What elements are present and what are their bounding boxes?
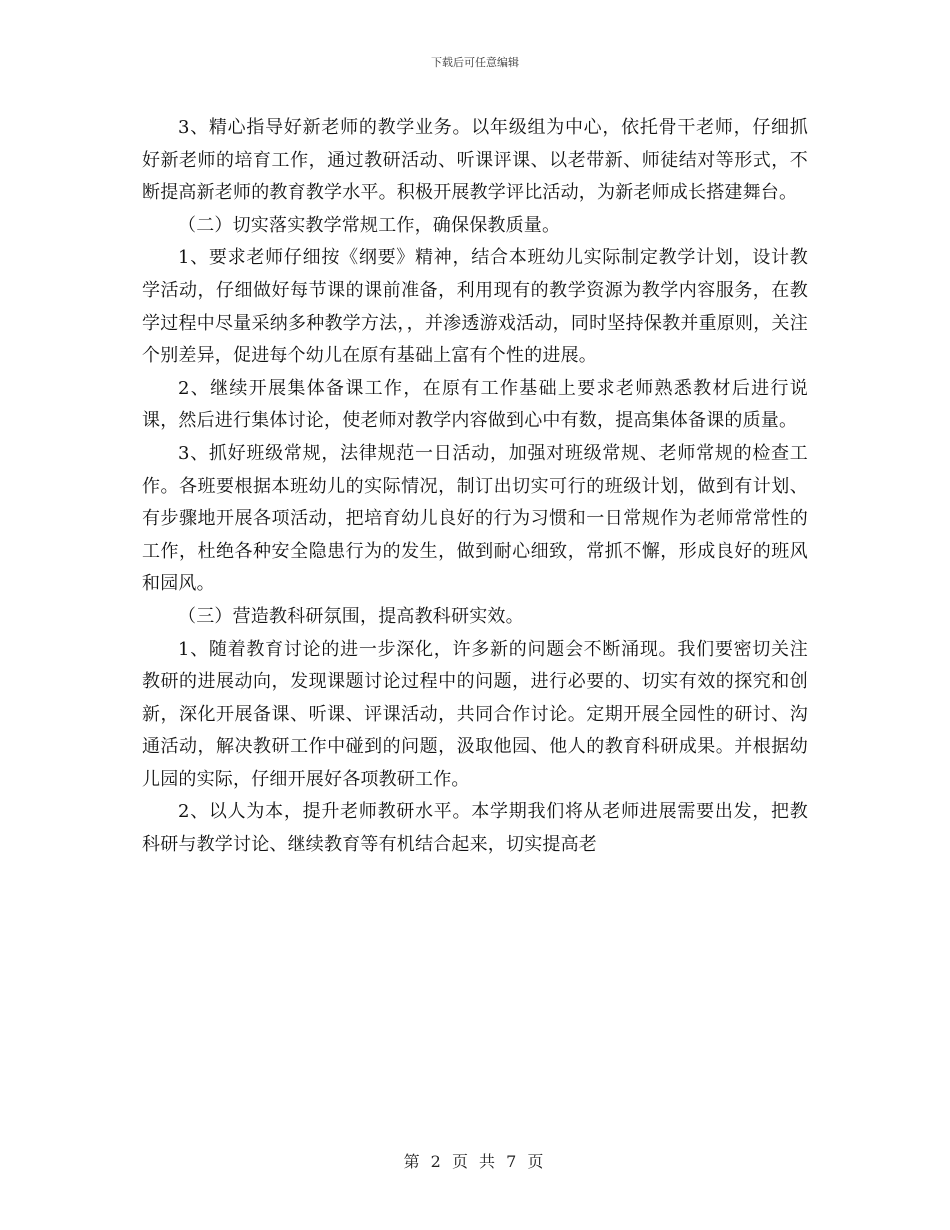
page-header: 下载后可任意编辑 (431, 56, 519, 69)
section-heading-3: （三）营造教科研氛围，提高教科研实效。 (178, 605, 524, 627)
paragraph-1: 3、精心指导好新老师的教学业务。以年级组为中心，依托骨干老师，仔细抓好新老师的培育工作，通过教研活动、听课评课、以老带新、师徒结对等形式，不断提高新老师的教育教学水平。积极开展教学评比活动，为新老师成长搭建舞台。 (142, 117, 808, 204)
section-heading-2: （二）切实落实教学常规工作，确保保教质量。 (178, 214, 561, 236)
paragraph-5: 1、随着教育讨论的进一步深化，许多新的问题会不断涌现。我们要密切关注教研的进展动向，发现课题讨论过程中的问题，进行必要的、切实有效的探究和创新，深化开展备课、听课、评课活动，共同合作讨论。定期开展全园性的研讨、沟通活动，解决教研工作中碰到的问题，汲取他园、他人的教育科研成果。并根据幼儿园的实际，仔细开展好各项教研工作。 (142, 638, 808, 790)
document-body (142, 112, 808, 862)
paragraph-2: 1、要求老师仔细按《纲要》精神，结合本班幼儿实际制定教学计划，设计教学活动，仔细做好每节课的课前准备，利用现有的教学资源为教学内容服务，在教学过程中尽量采纳多种教学方法，，并渗透游戏活动，同时坚持保教并重原则，关注个别差异，促进每个幼儿在原有基础上富有个性的进展。 (142, 247, 808, 367)
paragraph-3: 2、继续开展集体备课工作，在原有工作基础上要求老师熟悉教材后进行说课，然后进行集体讨论，使老师对教学内容做到心中有数，提高集体备课的质量。 (142, 377, 808, 432)
paragraph-4: 3、抓好班级常规，法律规范一日活动，加强对班级常规、老师常规的检查工作。各班要根据本班幼儿的实际情况，制订出切实可行的班级计划，做到有计划、有步骤地开展各项活动，把培育幼儿良好的行为习惯和一日常规作为老师常常性的工作，杜绝各种安全隐患行为的发生，做到耐心细致，常抓不懈，形成良好的班风和园风。 (142, 442, 808, 595)
paragraph-6: 2、以人为本，提升老师教研水平。本学期我们将从老师进展需要出发，把教科研与教学讨论、继续教育等有机结合起来，切实提高老 (142, 801, 808, 856)
page-footer: 第 2 页 共 7 页 (403, 1152, 547, 1171)
